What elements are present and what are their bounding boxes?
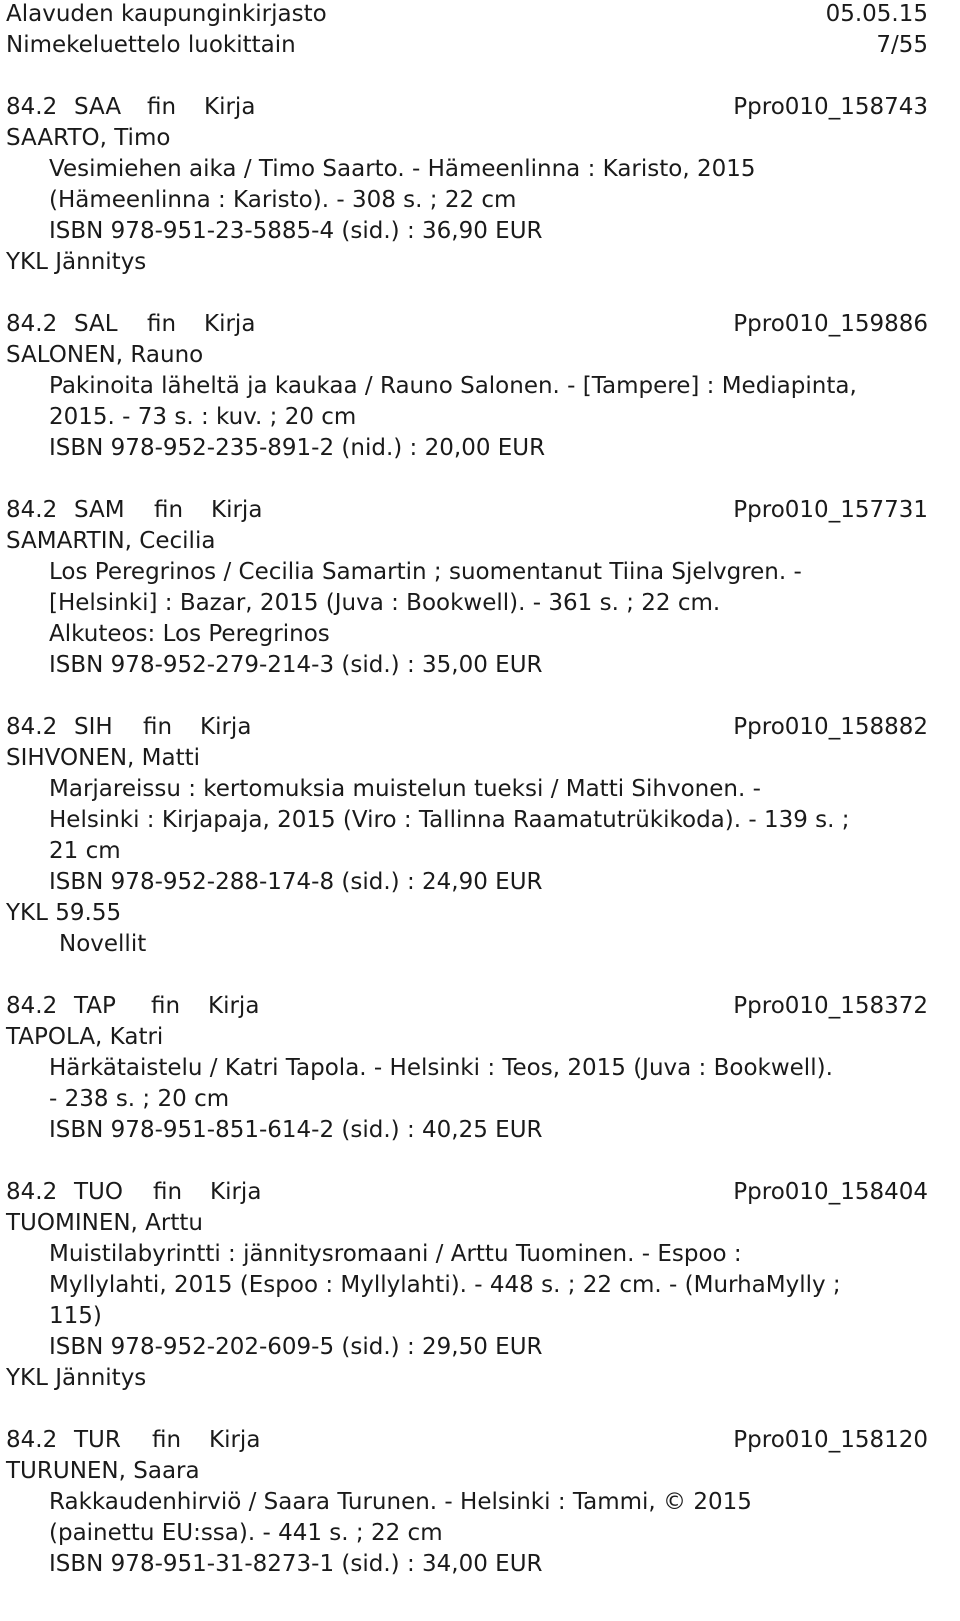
language-code: fin: [143, 714, 173, 740]
classification: [6, 991, 259, 1022]
header-row-1: [6, 0, 928, 30]
language-code: fin: [151, 993, 181, 1019]
class-number: 84.2: [6, 993, 58, 1019]
author: TAPOLA, Katri: [6, 1024, 164, 1050]
catalog-entry: [6, 1177, 928, 1425]
entry-classification-row: [6, 495, 928, 526]
record-id: Ppro010_159886: [733, 311, 928, 337]
bibliographic-line: ISBN 978-951-31-8273-1 (sid.) : 34,00 EUR: [49, 1551, 543, 1577]
material-type: Kirja: [208, 993, 260, 1019]
catalog-entry: [6, 991, 928, 1177]
material-type: Kirja: [210, 1179, 262, 1205]
author: TUOMINEN, Arttu: [6, 1210, 203, 1236]
class-number: 84.2: [6, 714, 58, 740]
classification: [6, 92, 255, 123]
entry-list: [6, 92, 928, 1611]
class-number: 84.2: [6, 497, 58, 523]
classification: [6, 712, 251, 743]
bibliographic-line: (Hämeenlinna : Karisto). - 308 s. ; 22 cm: [49, 187, 517, 213]
shelf-code: SAM: [74, 497, 125, 523]
shelf-code: TUO: [74, 1179, 123, 1205]
record-id: Ppro010_158404: [733, 1179, 928, 1205]
bibliographic-line: ISBN 978-952-288-174-8 (sid.) : 24,90 EUR: [49, 869, 543, 895]
catalog-entry: [6, 712, 928, 991]
bibliographic-line: 115): [49, 1303, 102, 1329]
author: SAMARTIN, Cecilia: [6, 528, 216, 554]
subject-heading: YKL 59.55: [6, 900, 122, 926]
bibliographic-line: Marjareissu : kertomuksia muistelun tueksi / Matti Sihvonen. -: [49, 776, 761, 802]
report-title: Nimekeluettelo luokittain: [6, 32, 296, 58]
class-number: 84.2: [6, 1179, 58, 1205]
entry-classification-row: [6, 92, 928, 123]
language-code: fin: [153, 1179, 183, 1205]
bibliographic-line: (painettu EU:ssa). - 441 s. ; 22 cm: [49, 1520, 443, 1546]
bibliographic-line: ISBN 978-952-202-609-5 (sid.) : 29,50 EUR: [49, 1334, 543, 1360]
record-id: Ppro010_158120: [733, 1427, 928, 1453]
shelf-code: SAA: [74, 94, 122, 120]
entry-classification-row: [6, 1425, 928, 1456]
subject-heading: YKL Jännitys: [6, 249, 147, 275]
classification: [6, 1177, 261, 1208]
shelf-code: SAL: [74, 311, 118, 337]
bibliographic-line: Muistilabyrintti : jännitysromaani / Arttu Tuominen. - Espoo :: [49, 1241, 742, 1267]
record-id: Ppro010_157731: [733, 497, 928, 523]
classification: [6, 309, 255, 340]
classification: [6, 1425, 260, 1456]
bibliographic-line: Härkätaistelu / Katri Tapola. - Helsinki : Teos, 2015 (Juva : Bookwell).: [49, 1055, 833, 1081]
entry-classification-row: [6, 309, 928, 340]
catalog-entry: [6, 495, 928, 712]
material-type: Kirja: [209, 1427, 261, 1453]
subject-subheading: Novellit: [59, 931, 147, 957]
class-number: 84.2: [6, 311, 58, 337]
page-number: 7/55: [876, 32, 928, 58]
entry-classification-row: [6, 712, 928, 743]
bibliographic-line: ISBN 978-952-279-214-3 (sid.) : 35,00 EUR: [49, 652, 543, 678]
bibliographic-line: Rakkaudenhirviö / Saara Turunen. - Helsinki : Tammi, © 2015: [49, 1489, 752, 1515]
author: SALONEN, Rauno: [6, 342, 204, 368]
catalog-entry: [6, 92, 928, 309]
entry-classification-row: [6, 991, 928, 1022]
author: SIHVONEN, Matti: [6, 745, 201, 771]
bibliographic-line: ISBN 978-951-851-614-2 (sid.) : 40,25 EUR: [49, 1117, 543, 1143]
bibliographic-line: Pakinoita läheltä ja kaukaa / Rauno Salonen. - [Tampere] : Mediapinta,: [49, 373, 857, 399]
classification: [6, 495, 262, 526]
class-number: 84.2: [6, 94, 58, 120]
report-date: 05.05.15: [825, 1, 928, 27]
record-id: Ppro010_158882: [733, 714, 928, 740]
shelf-code: TAP: [74, 993, 116, 1019]
bibliographic-line: Myllylahti, 2015 (Espoo : Myllylahti). - 448 s. ; 22 cm. - (MurhaMylly ;: [49, 1272, 841, 1298]
shelf-code: TUR: [74, 1427, 121, 1453]
shelf-code: SIH: [74, 714, 113, 740]
bibliographic-line: 2015. - 73 s. : kuv. ; 20 cm: [49, 404, 357, 430]
language-code: fin: [152, 1427, 182, 1453]
author: TURUNEN, Saara: [6, 1458, 200, 1484]
library-name: Alavuden kaupunginkirjasto: [6, 1, 327, 27]
material-type: Kirja: [204, 94, 256, 120]
bibliographic-line: Alkuteos: Los Peregrinos: [49, 621, 330, 647]
author: SAARTO, Timo: [6, 125, 171, 151]
bibliographic-line: - 238 s. ; 20 cm: [49, 1086, 230, 1112]
material-type: Kirja: [200, 714, 252, 740]
class-number: 84.2: [6, 1427, 58, 1453]
bibliographic-line: ISBN 978-951-23-5885-4 (sid.) : 36,90 EUR: [49, 218, 543, 244]
catalog-entry: [6, 309, 928, 495]
material-type: Kirja: [204, 311, 256, 337]
bibliographic-line: [Helsinki] : Bazar, 2015 (Juva : Bookwell). - 361 s. ; 22 cm.: [49, 590, 721, 616]
material-type: Kirja: [211, 497, 263, 523]
record-id: Ppro010_158743: [733, 94, 928, 120]
bibliographic-line: Los Peregrinos / Cecilia Samartin ; suomentanut Tiina Sjelvgren. -: [49, 559, 802, 585]
bibliographic-line: 21 cm: [49, 838, 121, 864]
language-code: fin: [154, 497, 184, 523]
bibliographic-line: ISBN 978-952-235-891-2 (nid.) : 20,00 EUR: [49, 435, 546, 461]
language-code: fin: [147, 311, 177, 337]
catalog-page: [6, 0, 928, 1611]
entry-classification-row: [6, 1177, 928, 1208]
catalog-entry: [6, 1425, 928, 1611]
subject-heading: YKL Jännitys: [6, 1365, 147, 1391]
bibliographic-line: Helsinki : Kirjapaja, 2015 (Viro : Tallinna Raamatutrükikoda). - 139 s. ;: [49, 807, 850, 833]
bibliographic-line: Vesimiehen aika / Timo Saarto. - Hämeenlinna : Karisto, 2015: [49, 156, 756, 182]
language-code: fin: [147, 94, 177, 120]
record-id: Ppro010_158372: [733, 993, 928, 1019]
header-row-2: [6, 30, 928, 61]
